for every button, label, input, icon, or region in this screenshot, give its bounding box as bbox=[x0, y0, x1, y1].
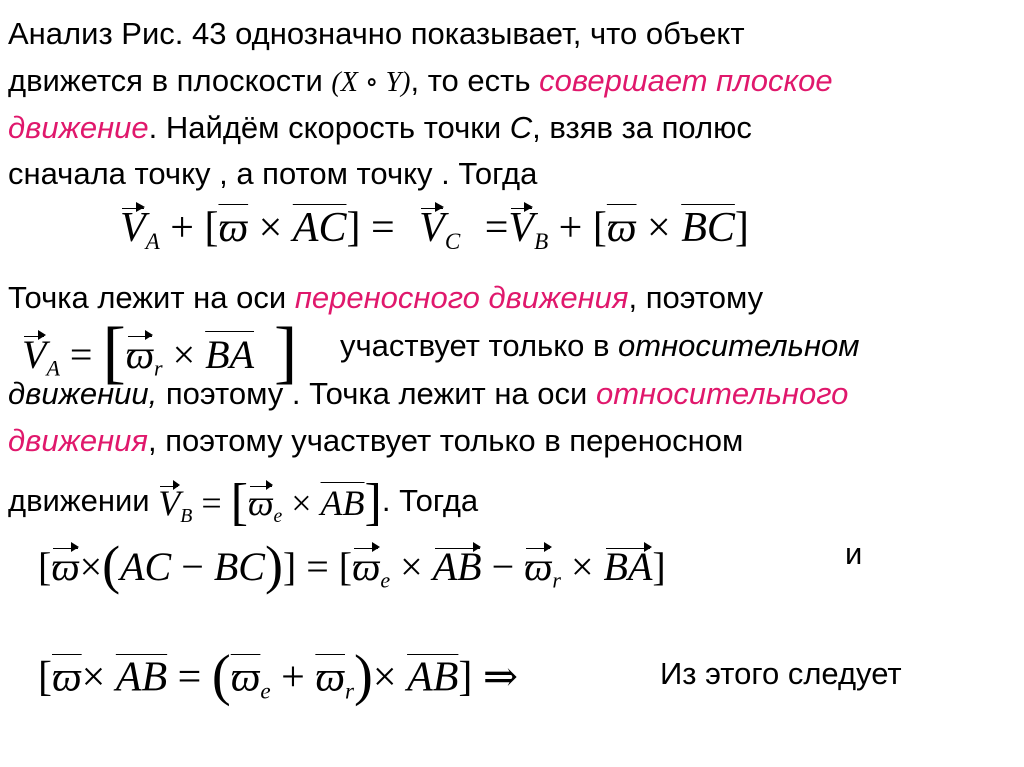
formula-omega-sum: $[\overline{ϖ}\times \overline{AB} = (\overline{ϖ}_e + \overline{ϖ}_r)\times \overline{AB}]$ ⇒ bbox=[38, 644, 519, 707]
formula-omega-difference: $[ϖ\times(AC - BC)] = [ϖ_e$ × AB − $ϖ_r \times BA$] bbox=[38, 535, 666, 595]
highlight-plane-motion: совершает плоское bbox=[539, 63, 833, 98]
text-line-8: движения, поэтому участвует только в переносном bbox=[8, 423, 744, 458]
plane-formula: (X ∘ Y) bbox=[331, 67, 411, 98]
highlight-transfer-motion: переносного движения bbox=[294, 280, 629, 315]
formula-velocity-b: $V_B = [ϖ_e \times \overline{AB}]$ bbox=[158, 473, 382, 531]
text-line-1: Анализ Рис. 43 однозначно показывает, что объект bbox=[8, 16, 745, 51]
text-line-2: движется в плоскости (X ∘ Y), то есть совершает плоское bbox=[8, 63, 833, 98]
text-conclusion: Из этого следует bbox=[660, 656, 902, 691]
text-line-3: движение. Найдём скорость точки C, взяв за полюс bbox=[8, 110, 752, 145]
formula-velocity-c: $V_A + [\overline{ϖ} \times \overline{AC}] = V_C =V_B + [\overline{ϖ} \times \overline{BC}]$ bbox=[120, 205, 749, 255]
highlight-relative: относительного bbox=[595, 376, 849, 411]
text-line-4: сначала точку , а потом точку . Тогда bbox=[8, 156, 538, 191]
text-and: и bbox=[845, 536, 863, 571]
text-line-6: участвует только в относительном bbox=[340, 328, 860, 363]
text-line-9: движении $V_B = [ϖ_e \times \overline{AB}]$. Тогда bbox=[8, 473, 479, 531]
highlight-motion-2: движения bbox=[8, 423, 148, 458]
highlight-motion: движение bbox=[8, 110, 149, 145]
text-line-5: Точка лежит на оси переносного движения, поэтому bbox=[8, 280, 764, 315]
formula-velocity-a: $V_A = [ϖ_r \times \overline{BA}$ ] bbox=[22, 314, 298, 391]
text-line-7: движении, поэтому . Точка лежит на оси относительного bbox=[8, 376, 849, 411]
